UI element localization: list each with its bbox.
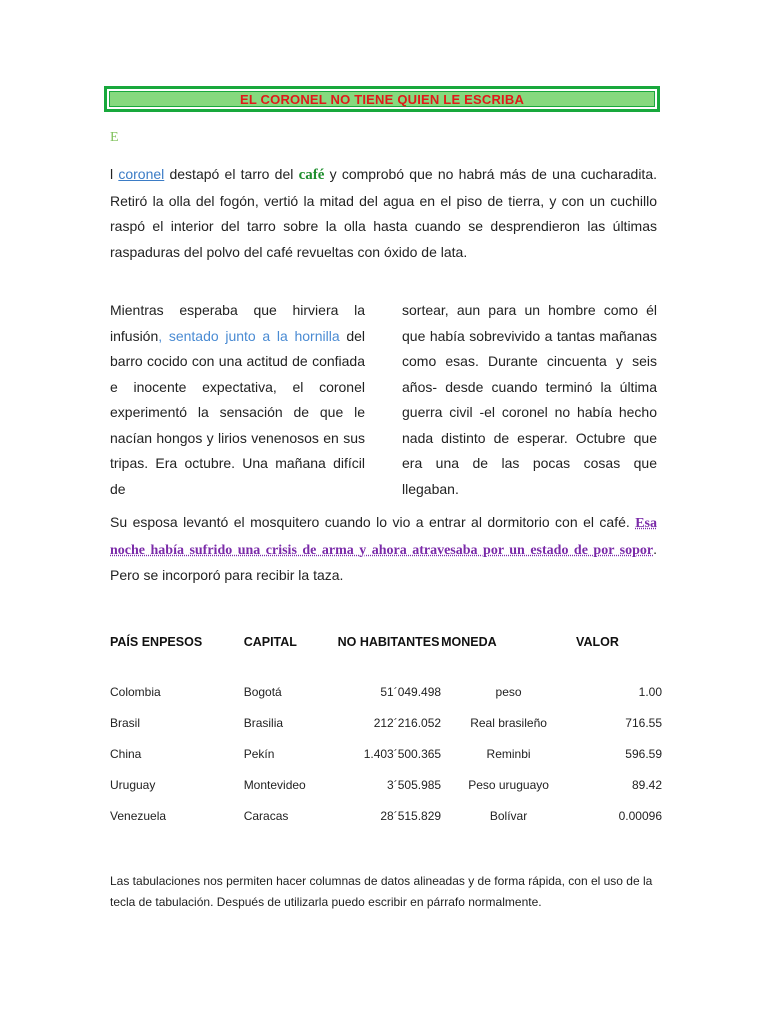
title-banner [109, 91, 655, 107]
cell-pais: Uruguay [110, 777, 156, 792]
cell-moneda: Bolívar [489, 808, 528, 823]
cell-pais: China [110, 746, 142, 761]
header-moneda: MONEDA [441, 635, 497, 649]
cell-capital: Caracas [243, 808, 289, 823]
paragraph-2-right-column [402, 298, 657, 502]
cell-moneda: Real brasileño [470, 715, 547, 730]
cell-valor: 0.00096 [618, 808, 662, 823]
paragraph-3-text-a: Su esposa levantó el mosquitero cuando lo vio a entrar al dormitorio con el café. [110, 514, 636, 530]
paragraph-2-left-b: del barro cocido con una actitud de confiada e inocente expectativa, el coronel experimentó la sensación de que le nacían hongos y lirios venenosos en sus tripas. Era octubre. Una mañana difícil de [110, 327, 365, 497]
table-row [110, 769, 662, 800]
header-capital: CAPITAL [243, 635, 297, 649]
highlighted-phrase: Esa noche había sufrido una crisis de arma y ahora atravesaba por un estado de por sopor [110, 516, 657, 558]
cell-valor: 1.00 [638, 684, 662, 699]
paragraph-1-text-a: destapó el tarro del [164, 166, 299, 182]
table-header-row [110, 628, 662, 676]
paragraph-2-blue-phrase: , sentado junto a la hornilla [158, 327, 340, 344]
cell-valor: 716.55 [625, 715, 662, 730]
paragraph-1 [110, 162, 657, 265]
cell-moneda: Peso uruguayo [468, 777, 549, 792]
cell-habitantes: 28´515.829 [380, 808, 442, 823]
paragraph-3-text-b: . Pero se incorporó para recibir la taza. [110, 540, 657, 583]
cell-pais: Colombia [110, 684, 161, 699]
paragraph-3 [110, 510, 657, 589]
cafe-word: café [298, 167, 325, 183]
drop-cap-letter: E [110, 130, 119, 145]
coronel-link[interactable]: coronel [118, 166, 165, 182]
cell-capital: Brasilia [243, 715, 284, 730]
cell-habitantes: 1.403´500.365 [363, 746, 442, 761]
cell-habitantes: 3´505.985 [387, 777, 442, 792]
countries-table [110, 628, 662, 831]
cell-moneda: peso [495, 684, 522, 699]
table-row [110, 800, 662, 831]
cell-capital: Montevideo [243, 777, 306, 792]
table-row [110, 707, 662, 738]
paragraph-1-start: l [110, 166, 119, 182]
cell-pais: Brasil [110, 715, 141, 730]
document-title: EL CORONEL NO TIENE QUIEN LE ESCRIBA [239, 91, 525, 107]
cell-habitantes: 212´216.052 [373, 715, 442, 730]
table-row [110, 738, 662, 769]
table-row [110, 676, 662, 707]
cell-valor: 89.42 [631, 777, 662, 792]
cell-moneda: Reminbi [486, 746, 531, 761]
cell-habitantes: 51´049.498 [380, 684, 442, 699]
cell-pais: Venezuela [110, 808, 167, 823]
header-habitantes: NO HABITANTES [337, 635, 440, 649]
paragraph-2-left-a: Mientras esperaba que hirviera la infusión [110, 302, 365, 344]
title-frame [104, 86, 660, 112]
header-valor: VALOR [576, 635, 619, 649]
paragraph-2-right: sortear, aun para un hombre como él que había sobrevivido a tantas mañanas como esas. Durante cincuenta y seis años- desde cuando terminó la última guerra civil -el coronel no había hecho nada distinto de esperar. Octubre que era una de las pocas cosas que llegaban. [402, 302, 657, 497]
cell-valor: 596.59 [625, 746, 662, 761]
paragraph-2-left-column [110, 298, 365, 502]
paragraph-1-text-b: y comprobó que no habrá más de una cucharadita. Retiró la olla del fogón, vertió la mitad del agua en el piso de tierra, y con un cuchillo raspó el interior del tarro sobre la olla hasta cuando se desprendieron las últimas raspaduras del polvo del café revueltas con óxido de lata. [110, 166, 658, 260]
footnote-paragraph: Las tabulaciones nos permiten hacer columnas de datos alineadas y de forma rápida, con el uso de la tecla de tabulación. Después de utilizarla puedo escribir en párrafo normalmente. [110, 874, 653, 909]
header-pais: PAÍS ENPESOS [110, 635, 203, 649]
cell-capital: Bogotá [243, 684, 282, 699]
cell-capital: Pekín [243, 746, 275, 761]
